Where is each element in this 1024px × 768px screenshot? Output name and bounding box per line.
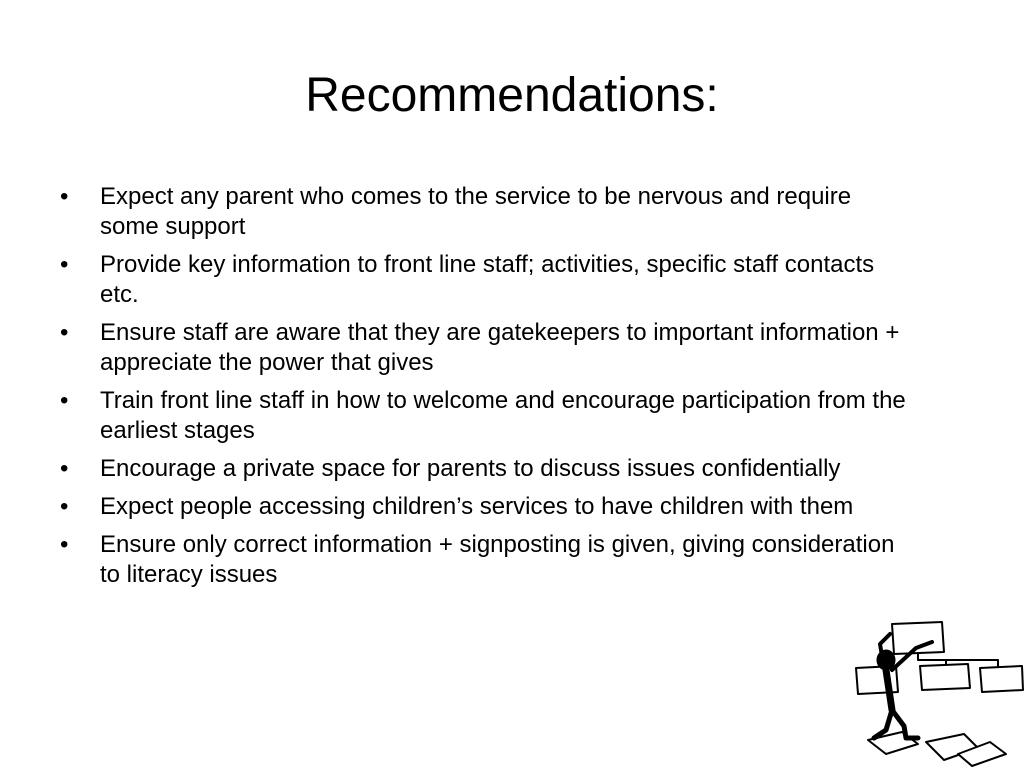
slide-title: Recommendations: bbox=[305, 69, 719, 122]
bullet-item bbox=[56, 530, 916, 590]
bullet-dot-icon: • bbox=[60, 531, 69, 558]
bullet-item bbox=[56, 492, 916, 522]
stick-figure-organization-chart-icon bbox=[846, 614, 1024, 768]
bullet-text: Provide key information to front line staff; activities, specific staff contacts etc. bbox=[100, 251, 875, 308]
bullet-dot-icon: • bbox=[60, 251, 69, 278]
bullet-text: Ensure staff are aware that they are gatekeepers to important information + appreciate the power that gives bbox=[100, 319, 900, 376]
bullet-item bbox=[56, 250, 916, 310]
bullet-dot-icon: • bbox=[60, 493, 69, 520]
bullet-text: Expect any parent who comes to the service to be nervous and require some support bbox=[100, 183, 852, 240]
bullet-dot-icon: • bbox=[60, 455, 69, 482]
bullet-text: Expect people accessing children’s services to have children with them bbox=[100, 493, 854, 520]
bullet-item bbox=[56, 386, 916, 446]
bullet-dot-icon: • bbox=[60, 183, 69, 210]
bullet-list bbox=[56, 182, 916, 598]
bullet-item bbox=[56, 182, 916, 242]
bullet-item bbox=[56, 318, 916, 378]
bullet-dot-icon: • bbox=[60, 319, 69, 346]
bullet-text: Encourage a private space for parents to discuss issues confidentially bbox=[100, 455, 841, 482]
bullet-text: Ensure only correct information + signposting is given, giving consideration to literacy issues bbox=[100, 531, 895, 588]
bullet-item bbox=[56, 454, 916, 484]
bullet-text: Train front line staff in how to welcome and encourage participation from the earliest stages bbox=[100, 387, 906, 444]
bullet-dot-icon: • bbox=[60, 387, 69, 414]
